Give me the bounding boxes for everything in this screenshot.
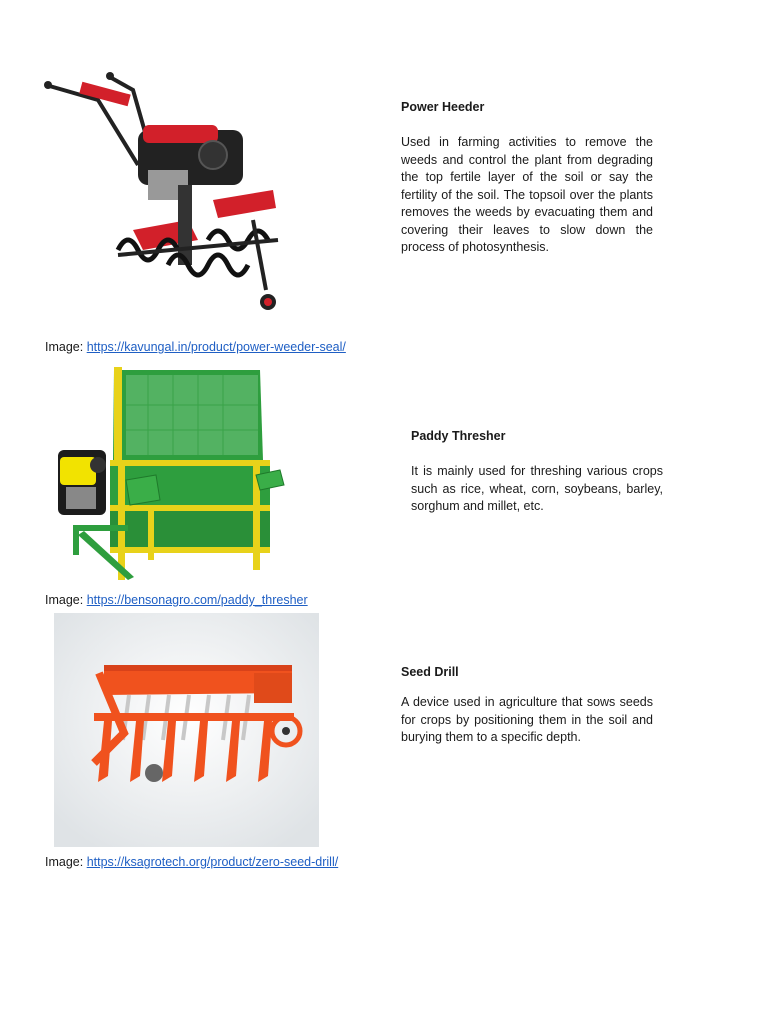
item-description: Used in farming activities to remove the weeds and control the plant from degrading the top fertile layer of the soil or say the fertility of the soil. The topsoil over the plants removes the weeds by evacuating them and covering their leaves to slow down the process of photosynthesis. bbox=[401, 135, 653, 254]
item-title: Power Heeder bbox=[401, 100, 485, 114]
item-title: Seed Drill bbox=[401, 665, 459, 679]
image-caption bbox=[45, 592, 308, 608]
paddy-thresher-image bbox=[48, 365, 300, 587]
item-description: A device used in agriculture that sows seeds for crops by positioning them in the soil and burying them to a specific depth. bbox=[401, 695, 653, 744]
power-weeder-image bbox=[38, 70, 288, 320]
image-caption bbox=[45, 854, 338, 870]
seed-drill-image bbox=[54, 613, 319, 847]
source-link[interactable]: https://kavungal.in/product/power-weeder-seal/ bbox=[86, 340, 346, 354]
caption-prefix: Image: bbox=[45, 340, 87, 354]
source-link[interactable]: https://bensonagro.com/paddy_thresher bbox=[86, 593, 308, 607]
caption-prefix: Image: bbox=[45, 593, 87, 607]
source-link[interactable]: https://ksagrotech.org/product/zero-seed-drill/ bbox=[86, 855, 339, 869]
image-caption bbox=[45, 339, 346, 355]
item-title: Paddy Thresher bbox=[411, 429, 506, 443]
item-description: It is mainly used for threshing various crops such as rice, wheat, corn, soybeans, barley, sorghum and millet, etc. bbox=[411, 464, 663, 513]
caption-prefix: Image: bbox=[45, 855, 87, 869]
